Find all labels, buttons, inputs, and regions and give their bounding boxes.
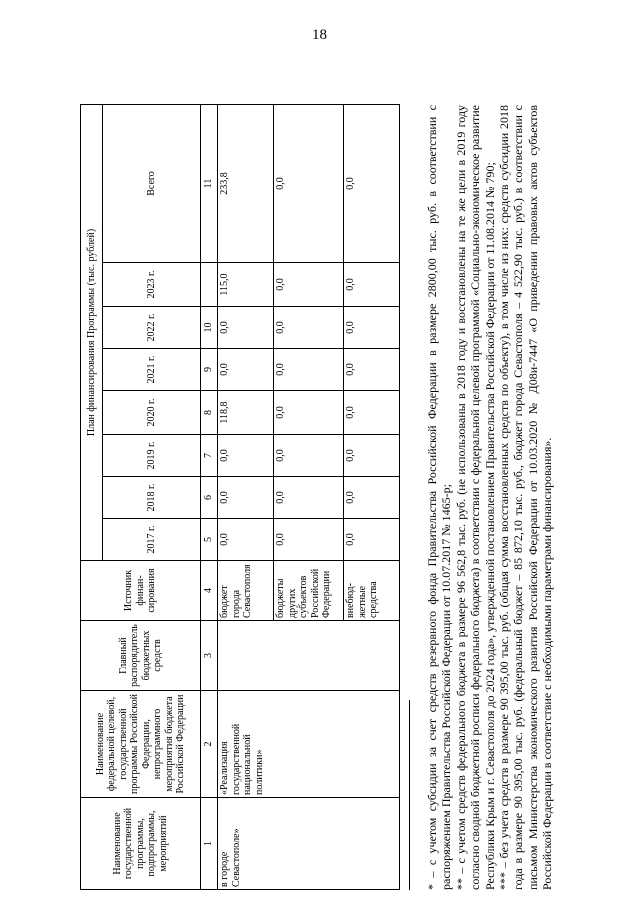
column-number: 11: [201, 104, 218, 262]
header-year: 2019 г.: [103, 435, 201, 477]
footnote-3: *** – без учета средств в размере 90 395,00 тыс. руб. (общая сумма восстановленных средств по объекту), в том числе из них: средств субсидии 2018 года в размере 90 395,00 тыс. руб. (федеральный бюджет – 85 872,10 тыс. руб., бюджет города Севастополя – 4 522,90 тыс. руб.) в соответствии с письмом Министерства экономического развития Российской Федерации от 10.03.2020 № Д08и-7447 «О приведении правовых актов субъектов Российской Федерации в соответствие с необходимыми параметрами финансирования».: [496, 105, 555, 890]
column-number: 7: [201, 435, 218, 477]
value-cell: 0,0: [274, 349, 344, 391]
value-cell: 0,0: [344, 307, 400, 349]
footnote-2: ** – с учетом средств федерального бюджета в размере 96 562,8 тыс. руб. (не использованы в 2018 году и восстановлены на те же цели в 2019 году согласно сводной бюджетной росписи федерального бюджета) в соответствии с федеральной целевой программой «Социально-экономическое развитие Республики Крым и г. Севастополя до 2024 года», утвержденной постановлением Правительства Российской Федерации от 11.08.2014 № 790;: [453, 105, 497, 890]
value-cell: 0,0: [344, 104, 400, 262]
column-number: 2: [201, 691, 218, 798]
value-cell: 0,0: [218, 349, 274, 391]
value-cell: 0,0: [218, 477, 274, 519]
header-year: 2017 г.: [103, 519, 201, 561]
column-number: 6: [201, 477, 218, 519]
value-cell: 0,0: [344, 391, 400, 435]
row-source: бюджеты других субъектов Российской Федерации: [274, 561, 344, 621]
column-number: 10: [201, 307, 218, 349]
value-cell: 0,0: [274, 263, 344, 307]
value-cell: 0,0: [218, 519, 274, 561]
value-cell: 0,0: [274, 477, 344, 519]
separator-line: [409, 700, 410, 890]
row-chief-manager: [218, 621, 400, 691]
value-cell: 0,0: [344, 435, 400, 477]
value-cell: 0,0: [344, 349, 400, 391]
header-year: 2023 г.: [103, 263, 201, 307]
column-number: 3: [201, 621, 218, 691]
rotated-content: [80, 45, 595, 890]
row-source: внебюд-жетные средства: [344, 561, 400, 621]
table-row: [218, 104, 274, 889]
header-year: 2020 г.: [103, 391, 201, 435]
column-number: 9: [201, 349, 218, 391]
footnotes: [425, 105, 555, 890]
value-cell: 0,0: [344, 519, 400, 561]
header-chief-manager: Главный распорядитель бюджетных средств: [81, 621, 201, 691]
column-number-row: [201, 104, 218, 889]
value-cell: 118,8: [218, 391, 274, 435]
value-cell: 0,0: [218, 435, 274, 477]
row-program-name: в городе Севастополе»: [218, 798, 400, 890]
value-cell: 0,0: [274, 307, 344, 349]
value-cell: 0,0: [274, 104, 344, 262]
page-number: 18: [312, 27, 327, 43]
value-cell: 0,0: [218, 307, 274, 349]
value-cell: 0,0: [274, 519, 344, 561]
header-total: Всего: [103, 104, 201, 262]
value-cell: 0,0: [274, 435, 344, 477]
header-plan-group: План финансирования Программы (тыс. рублей): [81, 104, 103, 560]
header-year: 2022 г.: [103, 307, 201, 349]
header-year: 2018 г.: [103, 477, 201, 519]
column-number: 8: [201, 391, 218, 435]
value-cell: 0,0: [344, 477, 400, 519]
value-cell: 233,8: [218, 104, 274, 262]
financing-table: [80, 104, 400, 890]
column-number: 4: [201, 561, 218, 621]
row-federal-program: «Реализация государственной национальной политики»: [218, 691, 400, 798]
header-program-name: Наименование государственной программы, подпрограммы, мероприятий: [81, 798, 201, 890]
header-source: Источник финан-сирования: [81, 561, 201, 621]
value-cell: 0,0: [344, 263, 400, 307]
header-year: 2021 г.: [103, 349, 201, 391]
value-cell: 115,0: [218, 263, 274, 307]
column-number: [201, 263, 218, 307]
header-federal-program: Наименование федеральной целевой, государственной программы Российской Федерации, непрограммного мероприятия бюджета Российской Федерации: [81, 691, 201, 798]
column-number: 5: [201, 519, 218, 561]
column-number: 1: [201, 798, 218, 890]
value-cell: 0,0: [274, 391, 344, 435]
footnote-1: * – с учетом субсидии за счет средств резервного фонда Правительства Российской Федерации в размере 2800,00 тыс. руб. в соответствии с распоряжением Правительства Российской Федерации от 10.07.2017 № 1465-р;: [425, 105, 454, 890]
row-source: бюджет города Севастополя: [218, 561, 274, 621]
